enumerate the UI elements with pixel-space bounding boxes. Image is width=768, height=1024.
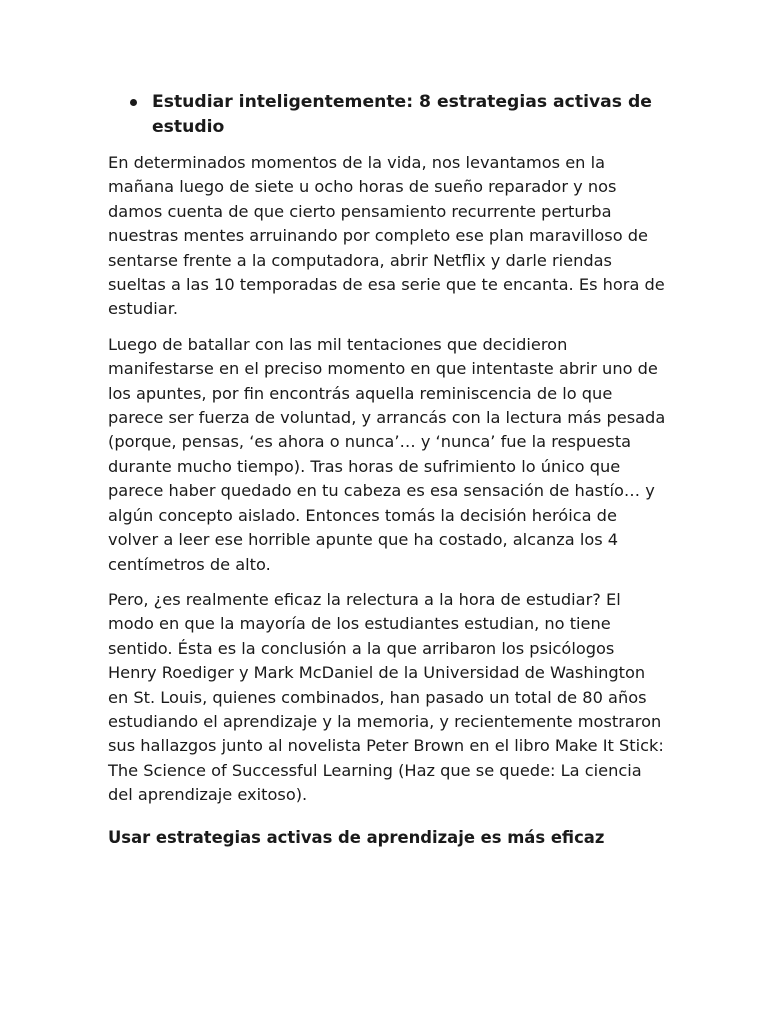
- bullet-dot-icon: [130, 99, 137, 106]
- paragraph-struggle: Luego de batallar con las mil tentaciones que decidieron manifestarse en el preciso momento en que intentaste abrir uno de los apuntes, por fin encontrás aquella reminiscencia de lo que parece ser fuerza de voluntad, y arrancás con la lectura más pesada (porque, pensas, ‘es ahora o nunca’… y ‘nunca’ fue la respuesta durante mucho tiempo). Tras horas de sufrimiento lo único que parece haber quedado en tu cabeza es esa sensación de hastío… y algún concepto aislado. Entonces tomás la decisión heróica de volver a leer ese horrible apunte que ha costado, alcanza los 4 centímetros de alto.: [108, 334, 666, 574]
- bullet-item-heading: [108, 90, 668, 139]
- paragraph-rereading: Pero, ¿es realmente eficaz la relectura a la hora de estudiar? El modo en que la mayoría de los estudiantes estudian, no tiene sentido. Ésta es la conclusión a la que arribaron los psicólogos Henry Roediger y Mark McDaniel de la Universidad de Washington en St. Louis, quienes combinados, han pasado un total de 80 años estudiando el aprendizaje y la memoria, y recientemente mostraron sus hallazgos junto al novelista Peter Brown en el libro Make It Stick: The Science of Successful Learning (Haz que se quede: La ciencia del aprendizaje exitoso).: [108, 589, 664, 805]
- paragraph-intro: En determinados momentos de la vida, nos levantamos en la mañana luego de siete u ocho horas de sueño reparador y nos damos cuenta de que cierto pensamiento recurrente perturba nuestras mentes arruinando por completo ese plan maravilloso de sentarse frente a la computadora, abrir Netflix y darle riendas sueltas a las 10 temporadas de esa serie que te encanta. Es hora de estudiar.: [108, 153, 665, 319]
- section-subheading: Usar estrategias activas de aprendizaje es más eficaz: [108, 827, 605, 847]
- bullet-heading-text: Estudiar inteligentemente: 8 estrategias activas de estudio: [152, 92, 652, 137]
- bullet-list: [108, 90, 668, 139]
